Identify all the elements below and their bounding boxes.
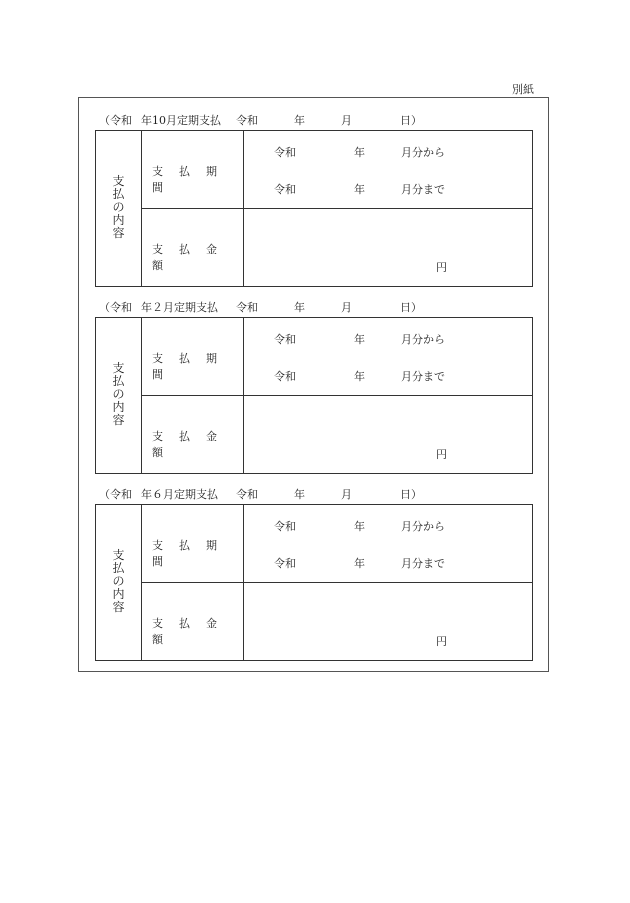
content-label: 支 払 の 内 容 xyxy=(112,361,125,427)
period-from-suffix: 月分から xyxy=(401,333,445,346)
section-heading xyxy=(95,112,533,126)
period-from-suffix: 月分から xyxy=(401,520,445,533)
heading-month: 月 xyxy=(341,301,352,314)
heading-year: 年 xyxy=(294,488,305,501)
heading-era: 令和 xyxy=(236,114,258,127)
amount-unit: 円 xyxy=(436,635,447,648)
period-to-year: 年 xyxy=(354,370,365,383)
heading-era: 令和 xyxy=(236,301,258,314)
period-from-year: 年 xyxy=(354,146,365,159)
content-label-column xyxy=(96,505,142,660)
period-to-suffix: 月分まで xyxy=(401,557,445,570)
payment-amount-label: 支 払 金額 xyxy=(152,430,217,459)
period-to-suffix: 月分まで xyxy=(401,183,445,196)
period-from-era: 令和 xyxy=(274,520,296,533)
payment-table xyxy=(95,504,533,661)
content-label: 支 払 の 内 容 xyxy=(112,548,125,614)
attachment-label: 別紙 xyxy=(512,83,534,96)
period-to-year: 年 xyxy=(354,183,365,196)
period-from-suffix: 月分から xyxy=(401,146,445,159)
heading-prefix: （令和 xyxy=(99,114,132,127)
heading-day: 日） xyxy=(400,301,422,314)
heading-day: 日） xyxy=(400,488,422,501)
heading-prefix: （令和 xyxy=(99,488,132,501)
period-to-year: 年 xyxy=(354,557,365,570)
section-heading xyxy=(95,486,533,500)
period-to-era: 令和 xyxy=(274,557,296,570)
period-to-suffix: 月分まで xyxy=(401,370,445,383)
amount-unit: 円 xyxy=(436,448,447,461)
heading-era: 令和 xyxy=(236,488,258,501)
heading-year: 年 xyxy=(294,114,305,127)
value-column xyxy=(244,131,532,286)
payment-period-label: 支 払 期間 xyxy=(152,165,217,194)
content-label-column xyxy=(96,318,142,473)
period-from-era: 令和 xyxy=(274,146,296,159)
payment-amount-label: 支 払 金額 xyxy=(152,243,217,272)
heading-period-title: 年10月定期支払 xyxy=(141,114,221,127)
heading-prefix: （令和 xyxy=(99,301,132,314)
period-from-year: 年 xyxy=(354,333,365,346)
heading-year: 年 xyxy=(294,301,305,314)
content-label: 支 払 の 内 容 xyxy=(112,174,125,240)
payment-period-label: 支 払 期間 xyxy=(152,352,217,381)
amount-unit: 円 xyxy=(436,261,447,274)
payment-table xyxy=(95,317,533,474)
heading-period-title: 年２月定期支払 xyxy=(141,301,218,314)
payment-period-label: 支 払 期間 xyxy=(152,539,217,568)
period-from-year: 年 xyxy=(354,520,365,533)
period-to-era: 令和 xyxy=(274,370,296,383)
content-label-column xyxy=(96,131,142,286)
section-heading xyxy=(95,299,533,313)
heading-month: 月 xyxy=(341,488,352,501)
payment-amount-label: 支 払 金額 xyxy=(152,617,217,646)
payment-table xyxy=(95,130,533,287)
heading-period-title: 年６月定期支払 xyxy=(141,488,218,501)
period-from-era: 令和 xyxy=(274,333,296,346)
period-to-era: 令和 xyxy=(274,183,296,196)
value-column xyxy=(244,505,532,660)
value-column xyxy=(244,318,532,473)
heading-month: 月 xyxy=(341,114,352,127)
heading-day: 日） xyxy=(400,114,422,127)
